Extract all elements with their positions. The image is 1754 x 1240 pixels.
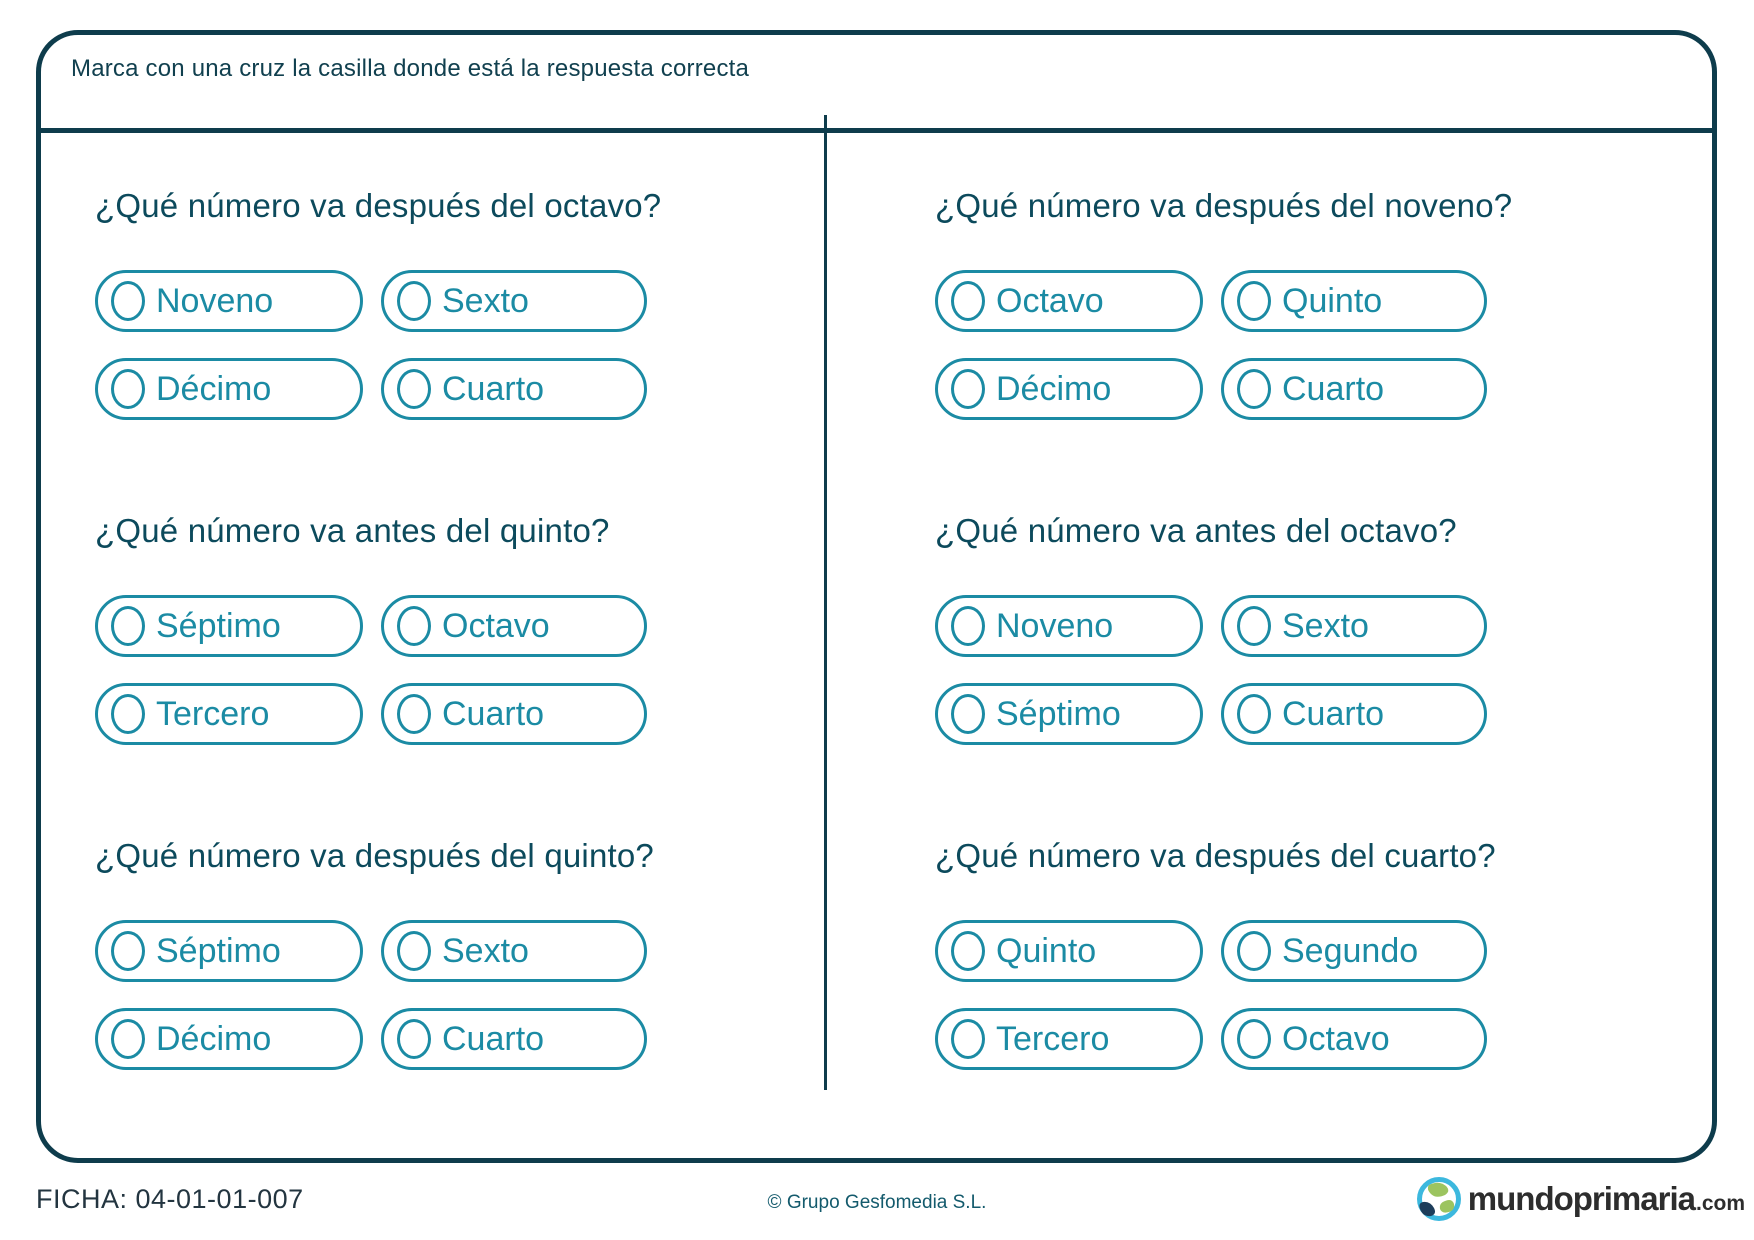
brand-name: mundoprimaria [1467,1180,1695,1217]
answer-option[interactable] [935,595,1203,657]
question-block [935,836,1635,1070]
radio-circle-icon[interactable] [1237,281,1271,321]
answer-option-label: Tercero [156,694,270,733]
answer-option[interactable] [1221,595,1487,657]
options-grid [95,920,795,1070]
radio-circle-icon[interactable] [951,281,985,321]
brand-logo [1416,1176,1745,1222]
answer-option[interactable] [1221,1008,1487,1070]
question-title: ¿Qué número va antes del octavo? [935,512,1457,549]
radio-circle-icon[interactable] [397,606,431,646]
options-grid [935,595,1635,745]
radio-circle-icon[interactable] [397,694,431,734]
answer-option[interactable] [381,683,647,745]
answer-option[interactable] [95,683,363,745]
answer-option-label: Décimo [156,369,272,408]
answer-option[interactable] [381,595,647,657]
instruction-band [41,35,1712,133]
question-block [935,511,1635,745]
answer-option[interactable] [381,270,647,332]
answer-option[interactable] [935,358,1203,420]
radio-circle-icon[interactable] [1237,606,1271,646]
radio-circle-icon[interactable] [951,694,985,734]
question-block [95,836,795,1070]
ficha-code: FICHA: 04-01-01-007 [36,1184,304,1214]
radio-circle-icon[interactable] [111,606,145,646]
answer-option-label: Octavo [1282,1019,1390,1058]
answer-option[interactable] [1221,270,1487,332]
answer-option-label: Cuarto [442,694,545,733]
radio-circle-icon[interactable] [111,1019,145,1059]
answer-option[interactable] [95,920,363,982]
radio-circle-icon[interactable] [111,931,145,971]
options-grid [95,595,795,745]
questions-column-right [935,186,1635,1161]
answer-option-label: Séptimo [156,931,281,970]
answer-option[interactable] [95,270,363,332]
question-block [95,511,795,745]
answer-option[interactable] [381,1008,647,1070]
answer-option-label: Cuarto [1282,369,1385,408]
answer-option[interactable] [935,683,1203,745]
answer-option-label: Sexto [442,931,529,970]
radio-circle-icon[interactable] [111,369,145,409]
answer-option[interactable] [935,270,1203,332]
globe-icon [1416,1176,1462,1222]
answer-option[interactable] [95,358,363,420]
answer-option[interactable] [95,1008,363,1070]
answer-option-label: Quinto [996,931,1097,970]
radio-circle-icon[interactable] [397,931,431,971]
question-title: ¿Qué número va después del octavo? [95,187,662,224]
answer-option[interactable] [1221,683,1487,745]
radio-circle-icon[interactable] [397,369,431,409]
radio-circle-icon[interactable] [111,694,145,734]
radio-circle-icon[interactable] [1237,694,1271,734]
answer-option-label: Tercero [996,1019,1110,1058]
brand-tld: .com [1695,1192,1745,1215]
options-grid [935,270,1635,420]
answer-option-label: Cuarto [442,1019,545,1058]
question-title: ¿Qué número va después del quinto? [95,837,654,874]
radio-circle-icon[interactable] [397,1019,431,1059]
radio-circle-icon[interactable] [951,1019,985,1059]
radio-circle-icon[interactable] [397,281,431,321]
question-title: ¿Qué número va después del cuarto? [935,837,1496,874]
answer-option-label: Sexto [442,281,529,320]
answer-option-label: Sexto [1282,606,1369,645]
questions-column-left [95,186,795,1161]
answer-option[interactable] [381,920,647,982]
answer-option-label: Quinto [1282,281,1383,320]
question-title: ¿Qué número va antes del quinto? [95,512,610,549]
answer-option-label: Noveno [996,606,1114,645]
answer-option-label: Noveno [156,281,274,320]
question-title: ¿Qué número va después del noveno? [935,187,1513,224]
answer-option[interactable] [1221,920,1487,982]
answer-option[interactable] [95,595,363,657]
answer-option-label: Décimo [996,369,1112,408]
question-block [935,186,1635,420]
column-divider [824,115,827,1090]
answer-option[interactable] [935,920,1203,982]
answer-option-label: Octavo [996,281,1104,320]
answer-option[interactable] [1221,358,1487,420]
options-grid [95,270,795,420]
radio-circle-icon[interactable] [951,369,985,409]
options-grid [935,920,1635,1070]
radio-circle-icon[interactable] [951,931,985,971]
instruction-text: Marca con una cruz la casilla donde está la respuesta correcta [71,55,750,82]
answer-option-label: Séptimo [996,694,1121,733]
copyright-text: © Grupo Gesfomedia S.L. [767,1192,987,1213]
radio-circle-icon[interactable] [1237,1019,1271,1059]
answer-option-label: Cuarto [442,369,545,408]
answer-option-label: Séptimo [156,606,281,645]
answer-option-label: Décimo [156,1019,272,1058]
answer-option-label: Cuarto [1282,694,1385,733]
radio-circle-icon[interactable] [1237,931,1271,971]
radio-circle-icon[interactable] [1237,369,1271,409]
radio-circle-icon[interactable] [951,606,985,646]
answer-option[interactable] [381,358,647,420]
answer-option-label: Segundo [1282,931,1419,970]
question-block [95,186,795,420]
radio-circle-icon[interactable] [111,281,145,321]
answer-option-label: Octavo [442,606,550,645]
answer-option[interactable] [935,1008,1203,1070]
